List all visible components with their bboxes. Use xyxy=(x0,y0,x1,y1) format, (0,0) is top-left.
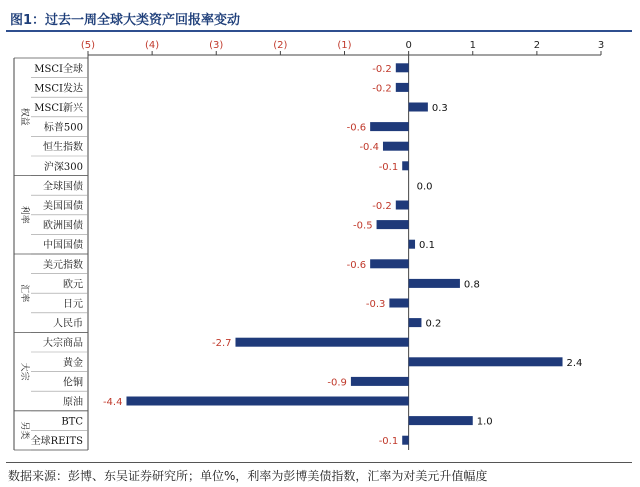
x-tick-label: (4) xyxy=(145,40,160,51)
value-label: -0.2 xyxy=(372,201,392,212)
category-label: 美国国债 xyxy=(43,201,83,212)
group-label: 另类 xyxy=(19,421,29,440)
value-label: -4.4 xyxy=(102,397,123,408)
bar xyxy=(126,397,408,406)
category-label: 欧洲国债 xyxy=(43,220,83,232)
bar xyxy=(409,357,563,366)
value-label: 0.8 xyxy=(463,279,480,291)
bar xyxy=(370,122,408,131)
value-label: -0.2 xyxy=(372,83,392,95)
category-label: 大宗商品 xyxy=(43,338,83,350)
value-label: -0.1 xyxy=(378,436,399,448)
bottom-rule xyxy=(6,462,632,463)
bar xyxy=(402,436,408,445)
bar xyxy=(409,279,460,288)
bar xyxy=(396,63,409,72)
bar xyxy=(409,240,415,249)
category-label: 原油 xyxy=(63,397,83,408)
category-label: 欧元 xyxy=(63,279,83,291)
value-label: -0.9 xyxy=(327,377,347,389)
category-label: 全球国债 xyxy=(43,181,83,193)
chart-title: 图1：过去一周全球大类资产回报率变动 xyxy=(10,13,241,28)
bar xyxy=(396,83,409,92)
value-label: -0.2 xyxy=(372,63,392,75)
x-tick-label: 3 xyxy=(597,40,605,51)
category-label: 标普500 xyxy=(43,122,83,134)
value-label: -0.3 xyxy=(365,299,386,310)
category-label: 美元指数 xyxy=(43,259,83,271)
value-label: 0.3 xyxy=(431,103,448,114)
category-label: MSCI发达 xyxy=(34,83,83,95)
value-label: 0.2 xyxy=(425,318,442,330)
x-tick-label: (2) xyxy=(273,40,288,51)
category-label: 日元 xyxy=(63,299,83,310)
group-label: 利率 xyxy=(19,205,29,224)
bar xyxy=(383,142,409,151)
value-label: 0.1 xyxy=(419,240,435,252)
bar xyxy=(235,338,408,347)
bar xyxy=(409,103,428,112)
category-label: 黄金 xyxy=(63,357,83,369)
category-label: 伦铜 xyxy=(63,377,83,389)
value-label: -2.7 xyxy=(211,338,232,350)
value-label: -0.5 xyxy=(353,220,373,232)
x-tick-label: 2 xyxy=(533,40,541,51)
value-label: -0.6 xyxy=(346,122,367,134)
source-note: 数据来源：彭博、东吴证券研究所；单位%，利率为彭博美债指数，汇率为对美元升值幅度 xyxy=(8,469,488,483)
bar xyxy=(396,201,409,210)
x-tick-label: (1) xyxy=(337,40,352,51)
value-label: -0.1 xyxy=(378,161,399,173)
category-label: 沪深300 xyxy=(43,161,83,173)
category-label: MSCI全球 xyxy=(34,63,83,75)
bar xyxy=(409,416,473,425)
value-label: 1.0 xyxy=(476,416,493,428)
group-label: 大宗 xyxy=(19,362,29,381)
group-label: 权益 xyxy=(19,107,29,126)
category-label: 人民币 xyxy=(53,318,83,330)
x-tick-label: (5) xyxy=(80,40,96,51)
value-label: -0.4 xyxy=(359,142,379,154)
category-label: MSCI新兴 xyxy=(34,103,83,114)
bar xyxy=(402,161,408,170)
bar xyxy=(389,299,408,308)
value-label: 2.4 xyxy=(566,357,583,369)
bar xyxy=(370,259,408,268)
value-label: -0.6 xyxy=(346,259,367,271)
category-label: 全球REITS xyxy=(30,436,83,448)
value-label: 0.0 xyxy=(416,181,433,193)
x-tick-label: 0 xyxy=(405,40,412,51)
x-tick-label: 1 xyxy=(469,40,476,51)
category-label: 中国国债 xyxy=(43,240,83,252)
x-tick-label: (3) xyxy=(209,40,224,51)
bar xyxy=(351,377,409,386)
category-label: BTC xyxy=(61,416,83,428)
group-label: 汇率 xyxy=(19,284,29,303)
category-label: 恒生指数 xyxy=(43,142,83,154)
bar xyxy=(377,220,409,229)
bar xyxy=(409,318,422,327)
